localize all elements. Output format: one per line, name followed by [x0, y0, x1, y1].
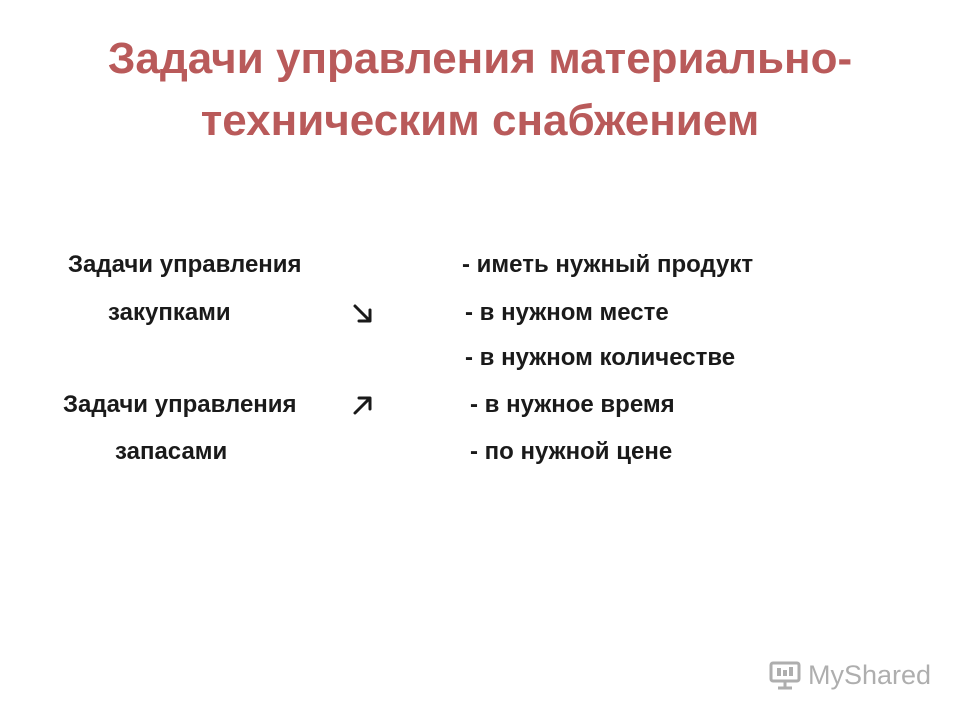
- arrow-down-right-icon: [352, 303, 374, 325]
- requirement-item-product: - иметь нужный продукт: [462, 251, 754, 278]
- slide-title-line-2: техническим снабжением: [200, 96, 760, 145]
- watermark-text: MyShared: [808, 659, 932, 690]
- slide-title: [40, 28, 920, 152]
- purchases-task-label-line-2: закупками: [108, 299, 231, 326]
- purchases-task-label-line-1: Задачи управления: [68, 251, 302, 278]
- inventory-task-label-line-2: запасами: [115, 438, 228, 465]
- inventory-task-label-line-1: Задачи управления: [63, 391, 297, 418]
- requirement-item-price: - по нужной цене: [470, 438, 673, 465]
- presentation-board-icon: [768, 660, 802, 690]
- arrow-up-right-icon: [352, 394, 374, 416]
- watermark-logo: [768, 658, 931, 692]
- slide-title-line-1: Задачи управления материально-: [107, 34, 853, 83]
- requirement-item-place: - в нужном месте: [465, 299, 669, 326]
- requirement-item-quantity: - в нужном количестве: [465, 344, 736, 371]
- requirement-item-time: - в нужное время: [470, 391, 675, 418]
